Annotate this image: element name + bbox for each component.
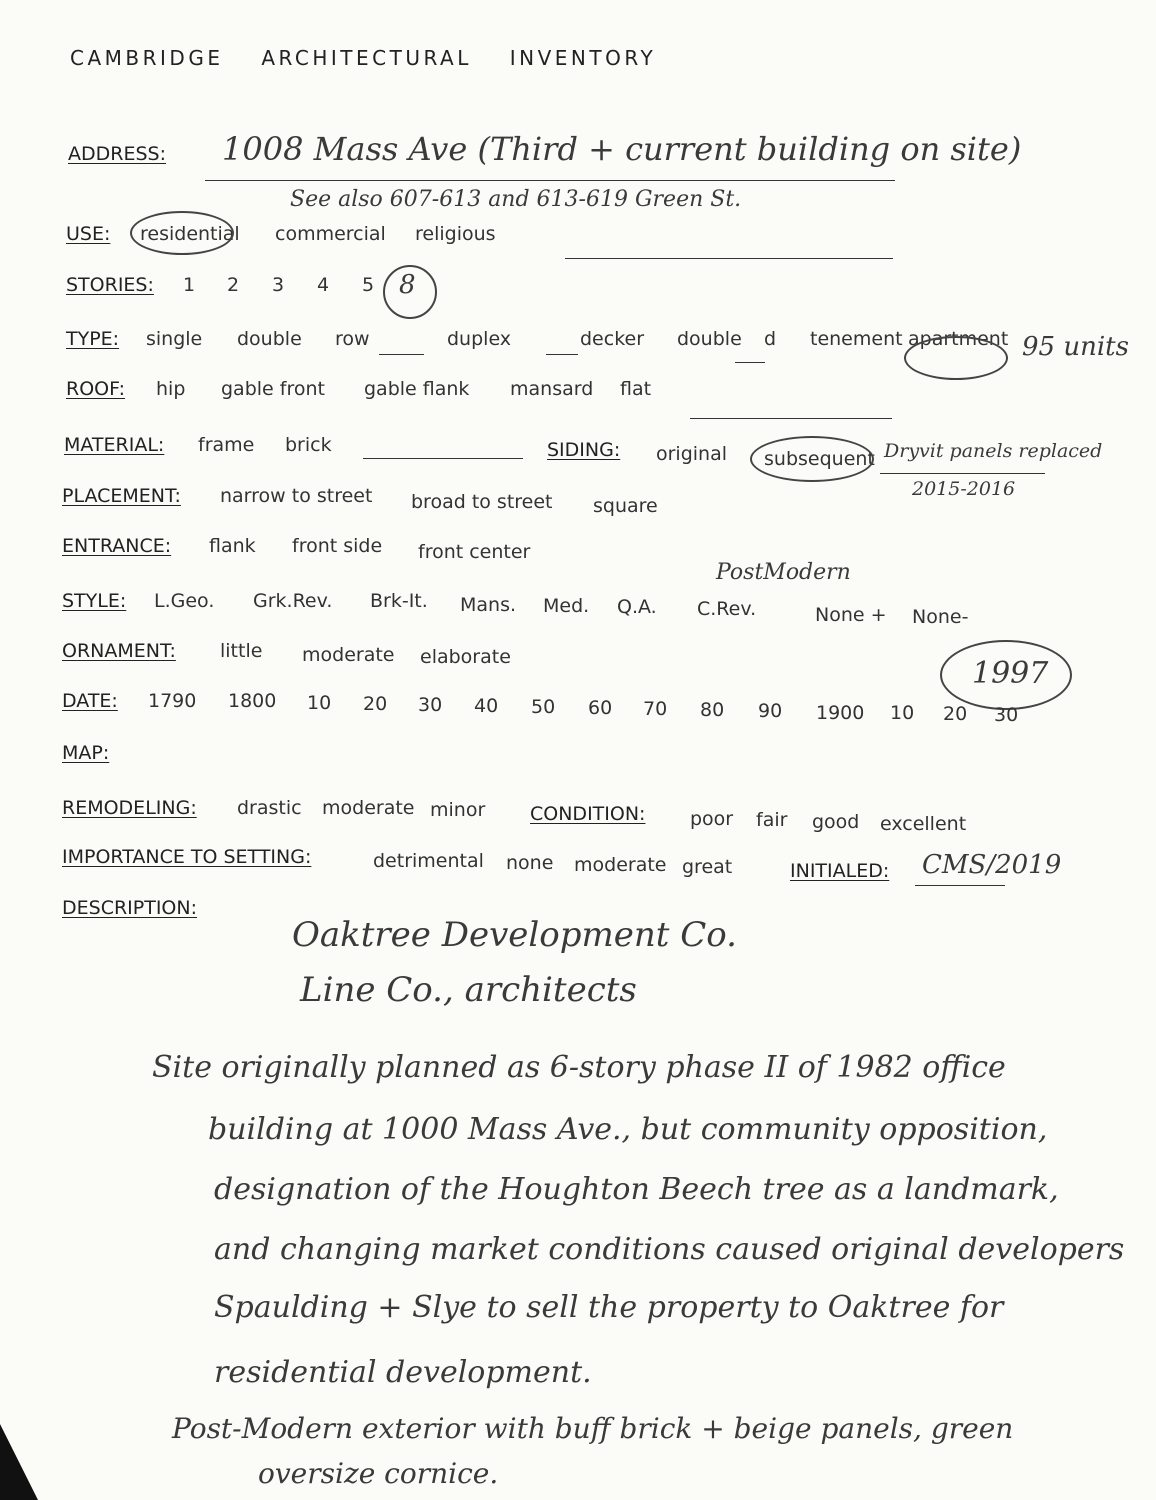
stories-option: 2 (227, 274, 240, 296)
type-label: TYPE: (66, 328, 120, 350)
description-line: residential development. (214, 1355, 592, 1390)
use-option: commercial (275, 223, 386, 245)
description-line: oversize cornice. (258, 1457, 499, 1490)
stories-option: 1 (183, 274, 196, 296)
form-title (70, 46, 684, 70)
description-line: Oaktree Development Co. (292, 915, 737, 955)
condition-option: excellent (880, 813, 967, 835)
style-option: Med. (543, 595, 590, 617)
style-label: STYLE: (62, 590, 127, 612)
entrance-option: front side (292, 535, 383, 557)
importance-option: great (682, 856, 733, 878)
description-line: and changing market conditions caused original developers (214, 1232, 1125, 1267)
type-option: d (764, 328, 777, 350)
placement-option: square (593, 495, 658, 517)
date-option: 40 (474, 695, 499, 717)
date-option: 80 (700, 699, 725, 721)
address-label: ADDRESS: (68, 143, 166, 165)
title-word: INVENTORY (509, 46, 657, 70)
siding-option: original (656, 443, 728, 465)
date-option: 1790 (148, 690, 197, 712)
description-line: Spaulding + Slye to sell the property to Oaktree for (214, 1290, 1004, 1325)
style-option: Grk.Rev. (253, 590, 333, 612)
address-line (205, 180, 895, 181)
address-note: See also 607-613 and 613-619 Green St. (290, 187, 742, 212)
description-line: building at 1000 Mass Ave., but community opposition, (208, 1112, 1048, 1147)
type-blank-line (735, 362, 765, 363)
date-option: 70 (643, 698, 668, 720)
date-option: 10 (890, 702, 915, 724)
entrance-option: front center (418, 541, 531, 563)
roof-label: ROOF: (66, 378, 125, 400)
use-label: USE: (66, 223, 111, 245)
use-option: residential (140, 223, 240, 245)
placement-option: broad to street (411, 491, 553, 513)
style-option: Mans. (460, 594, 517, 616)
siding-label: SIDING: (547, 439, 621, 461)
type-blank-line (379, 354, 424, 355)
condition-option: fair (756, 809, 788, 831)
title-word: CAMBRIDGE (70, 46, 224, 70)
scan-corner-shadow (0, 1424, 38, 1500)
stories-option: 5 (362, 274, 375, 296)
importance-option: none (506, 852, 554, 874)
type-blank-line (546, 354, 578, 355)
style-option: L.Geo. (154, 590, 215, 612)
siding-circle-mark (750, 436, 874, 482)
type-option: apartment (908, 328, 1009, 350)
date-option: 60 (588, 697, 613, 719)
style-option: Q.A. (617, 596, 657, 618)
remodeling-option: drastic (237, 797, 302, 819)
description-line: Post-Modern exterior with buff brick + beige panels, green (172, 1412, 1014, 1445)
map-label: MAP: (62, 742, 110, 764)
description-line: designation of the Houghton Beech tree as a landmark, (214, 1172, 1059, 1207)
condition-label: CONDITION: (530, 803, 646, 825)
stories-label: STORIES: (66, 274, 154, 296)
ornament-option: little (220, 640, 263, 662)
material-blank-line (363, 458, 523, 459)
type-option: row (335, 328, 370, 350)
initialed-handwritten: CMS/2019 (922, 850, 1062, 880)
style-option: C.Rev. (697, 598, 757, 620)
type-circle-mark (904, 336, 1008, 380)
material-option: frame (198, 434, 255, 456)
title-word: ARCHITECTURAL (261, 46, 472, 70)
use-option: religious (415, 223, 496, 245)
placement-option: narrow to street (220, 485, 373, 507)
placement-label: PLACEMENT: (62, 485, 181, 507)
date-label: DATE: (62, 690, 118, 712)
initialed-line (915, 885, 1005, 886)
address-handwritten: 1008 Mass Ave (Third + current building on site) (222, 130, 1022, 168)
stories-option: 4 (317, 274, 330, 296)
importance-label: IMPORTANCE TO SETTING: (62, 846, 312, 868)
roof-option: hip (156, 378, 186, 400)
date-option: 20 (363, 693, 388, 715)
type-option: decker (580, 328, 645, 350)
remodeling-option: minor (430, 799, 486, 821)
roof-blank-line (690, 418, 892, 419)
roof-option: mansard (510, 378, 594, 400)
importance-option: detrimental (373, 850, 484, 872)
siding-blank-line (880, 473, 1045, 474)
ornament-option: elaborate (420, 646, 511, 668)
ornament-label: ORNAMENT: (62, 640, 176, 662)
material-option: brick (285, 434, 332, 456)
roof-option: gable front (221, 378, 325, 400)
stories-handwritten: 8 (399, 270, 416, 300)
importance-option: moderate (574, 854, 667, 876)
type-option: double (237, 328, 302, 350)
style-option: Brk-It. (370, 590, 428, 612)
description-line: Site originally planned as 6-story phase II of 1982 office (152, 1050, 1006, 1085)
initialed-label: INITIALED: (790, 860, 890, 882)
date-option: 90 (758, 700, 783, 722)
date-option: 20 (943, 703, 968, 725)
description-label: DESCRIPTION: (62, 897, 198, 919)
use-blank-line (565, 258, 893, 259)
remodeling-option: moderate (322, 797, 415, 819)
ornament-option: moderate (302, 644, 395, 666)
roof-option: flat (620, 378, 652, 400)
siding-handwritten: 2015-2016 (912, 478, 1016, 500)
date-option: 10 (307, 692, 332, 714)
date-handwritten: 1997 (972, 656, 1049, 691)
date-option: 30 (994, 704, 1019, 726)
style-option: None + (815, 604, 887, 626)
siding-option: subsequent (764, 448, 875, 470)
condition-option: good (812, 811, 860, 833)
entrance-label: ENTRANCE: (62, 535, 172, 557)
date-option: 1800 (228, 690, 277, 712)
type-option: double (677, 328, 742, 350)
roof-option: gable flank (364, 378, 470, 400)
style-handwritten: PostModern (716, 560, 851, 585)
use-circle-mark (130, 211, 234, 255)
entrance-option: flank (209, 535, 256, 557)
type-handwritten: 95 units (1022, 332, 1129, 362)
style-option: None- (912, 606, 969, 628)
stories-option: 3 (272, 274, 285, 296)
date-option: 1900 (816, 702, 865, 724)
type-option: single (146, 328, 203, 350)
remodeling-label: REMODELING: (62, 797, 197, 819)
material-label: MATERIAL: (64, 434, 165, 456)
description-line: Line Co., architects (300, 970, 637, 1010)
date-option: 30 (418, 694, 443, 716)
date-option: 50 (531, 696, 556, 718)
condition-option: poor (690, 808, 734, 830)
type-option: duplex (447, 328, 512, 350)
type-option: tenement (810, 328, 903, 350)
siding-handwritten: Dryvit panels replaced (884, 440, 1103, 462)
